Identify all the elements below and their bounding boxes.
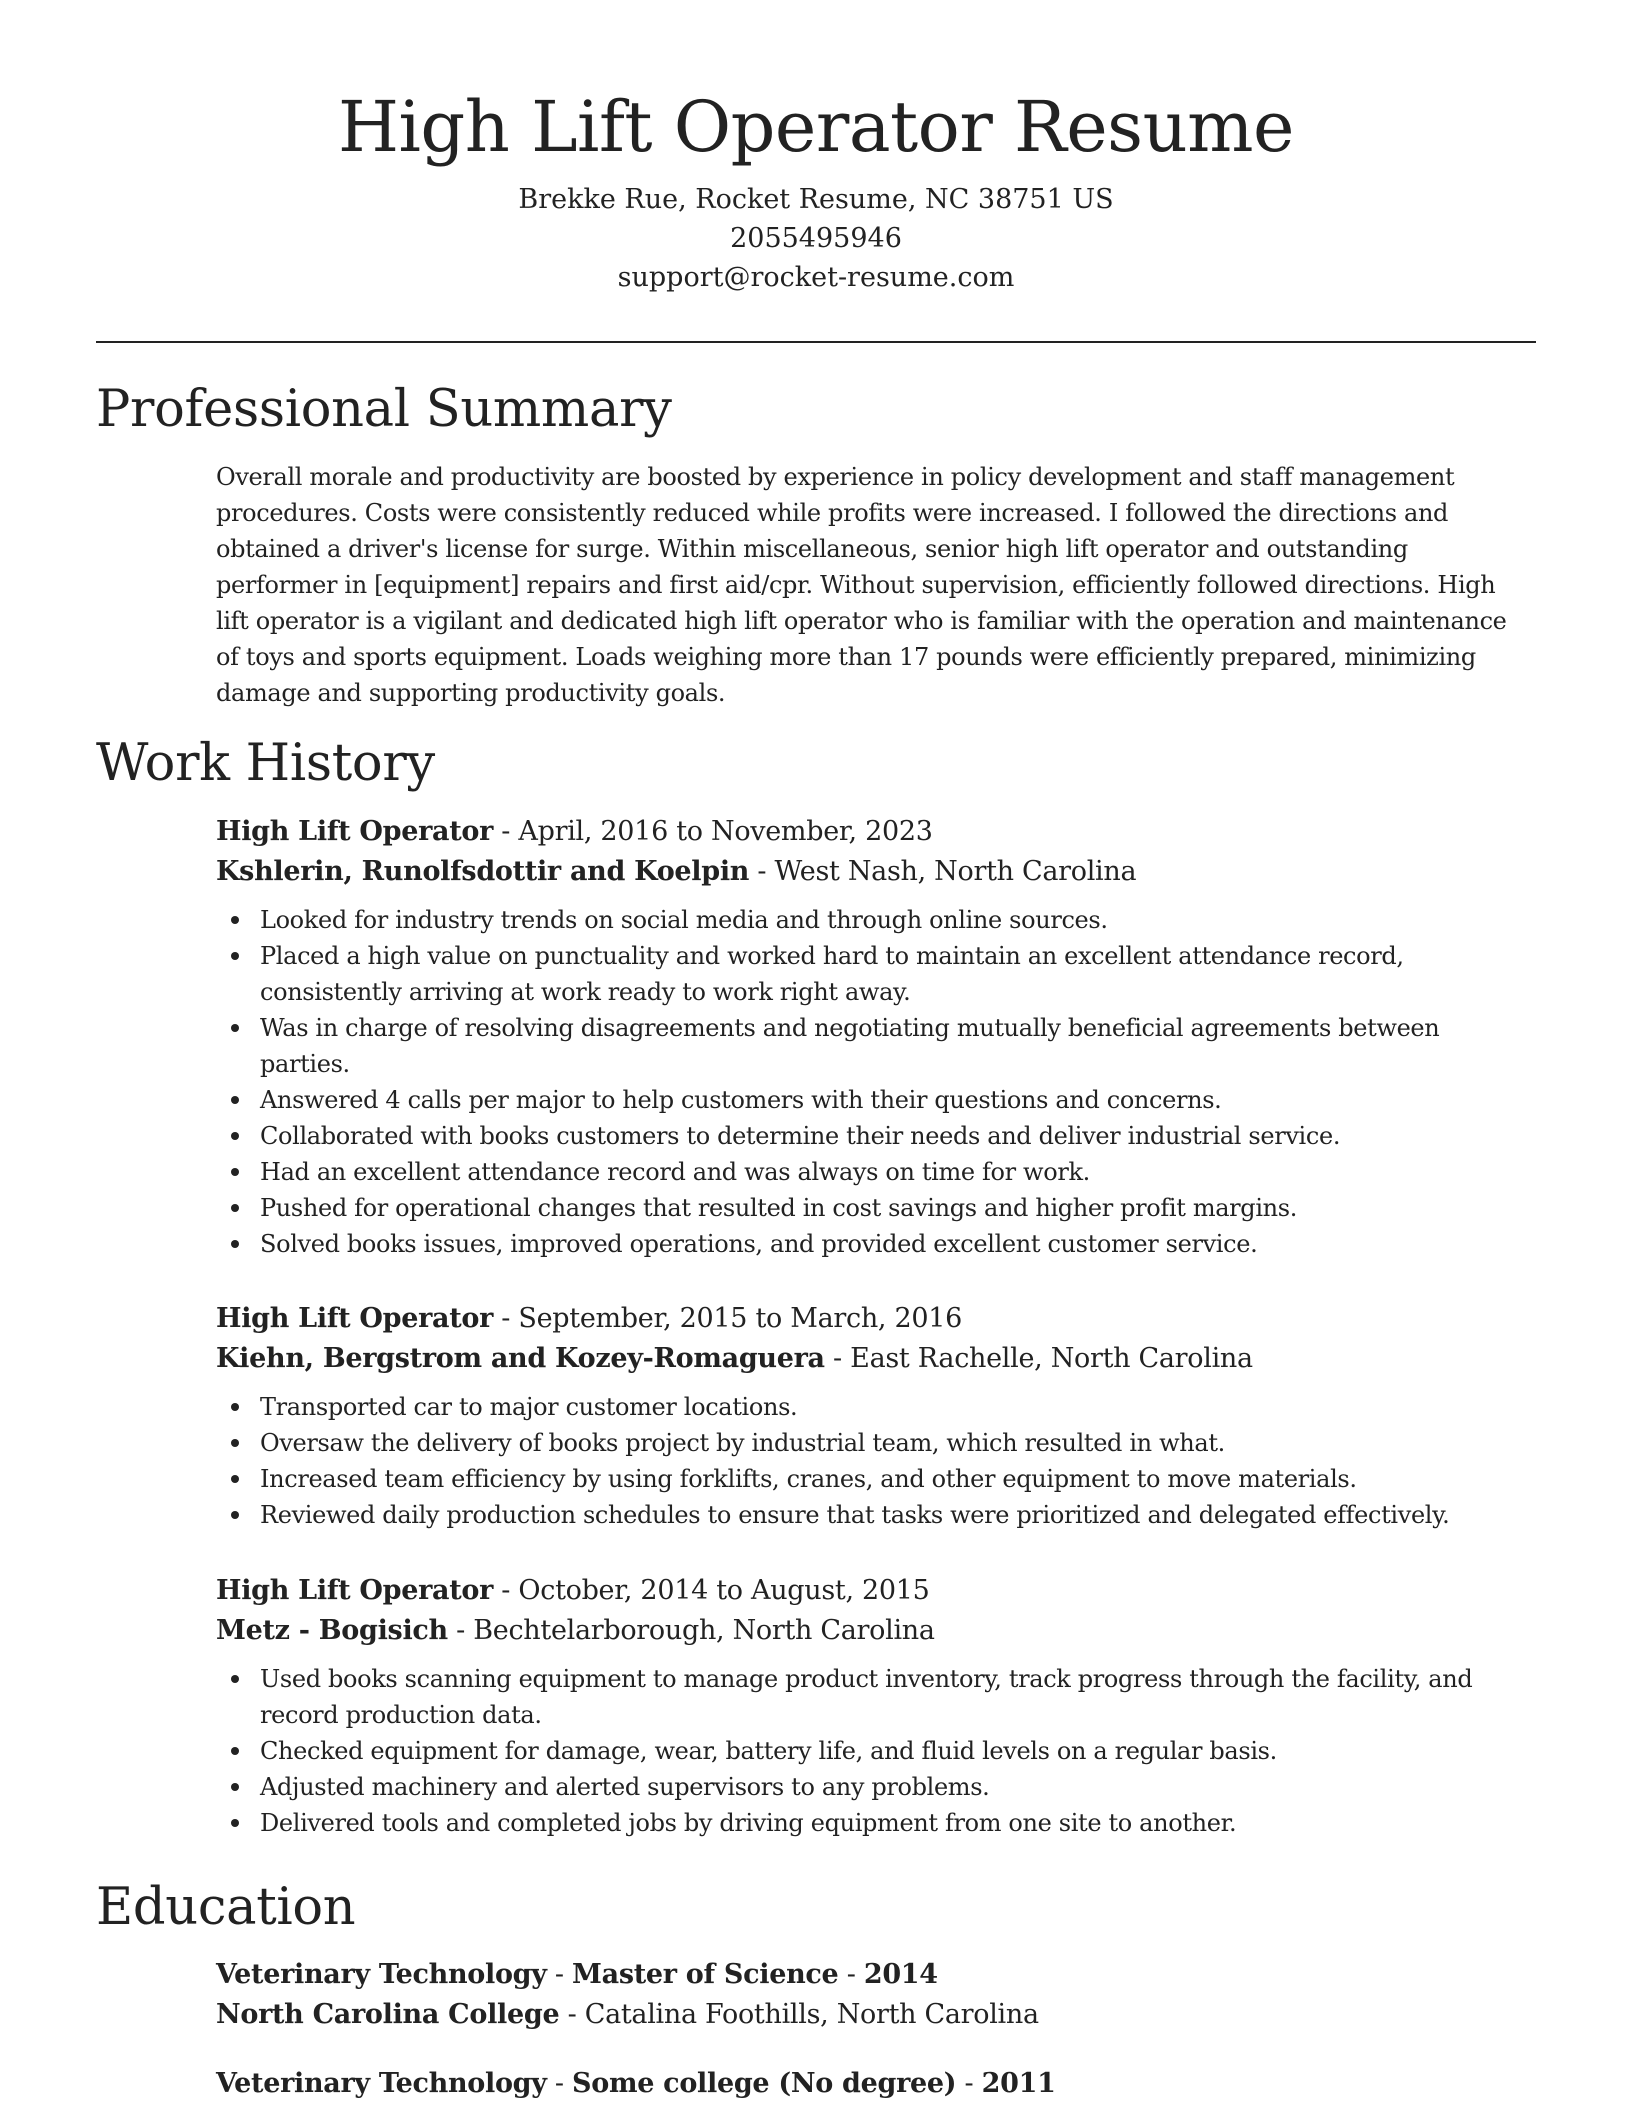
list-item (260, 1118, 1516, 1154)
education-degree-line (216, 1955, 1516, 1995)
education-field: Veterinary Technology (216, 1959, 547, 1990)
contact-info (96, 180, 1536, 297)
resume-header (96, 82, 1536, 297)
bullet-icon (231, 1675, 239, 1683)
job-location: East Rachelle, North Carolina (850, 1343, 1253, 1374)
bullet-icon (231, 952, 239, 960)
list-item (260, 1661, 1516, 1733)
education-year: 2011 (981, 2068, 1056, 2099)
duty-text: Oversaw the delivery of books project by industrial team, which resulted in what. (260, 1429, 1225, 1457)
job-title: High Lift Operator (216, 1303, 494, 1334)
bullet-icon (231, 1475, 239, 1483)
separator: - (749, 856, 775, 887)
bullet-icon (231, 1240, 239, 1248)
duty-text: Was in charge of resolving disagreements and negotiating mutually beneficial agreements between parties. (260, 1014, 1440, 1078)
education-school: North Carolina College (216, 1999, 560, 2030)
education-degree: Some college (No degree) (572, 2068, 957, 2099)
list-item (260, 1461, 1516, 1497)
bullet-icon (231, 1096, 239, 1104)
education-field: Veterinary Technology (216, 2068, 547, 2099)
job-company: Kshlerin, Runolfsdottir and Koelpin (216, 856, 750, 887)
duty-text: Checked equipment for damage, wear, battery life, and fluid levels on a regular basis. (260, 1737, 1277, 1765)
separator: - (838, 1959, 864, 1990)
work-history-heading: Work History (96, 734, 435, 793)
education-degree: Master of Science (572, 1959, 839, 1990)
list-item (260, 1389, 1516, 1425)
page-title: High Lift Operator Resume (338, 86, 1294, 168)
list-item (260, 1733, 1516, 1769)
job-company-line (216, 1339, 1516, 1379)
separator: - (493, 1303, 519, 1334)
duty-text: Reviewed daily production schedules to ensure that tasks were prioritized and delegated effectively. (260, 1501, 1450, 1529)
job-company-line (216, 1611, 1516, 1651)
separator: - (447, 1615, 474, 1646)
list-item (260, 1154, 1516, 1190)
education-heading: Education (96, 1878, 356, 1937)
bullet-icon (231, 916, 239, 924)
duty-text: Delivered tools and completed jobs by driving equipment from one site to another. (260, 1809, 1237, 1837)
separator: - (956, 2068, 982, 2099)
separator: - (559, 1999, 585, 2030)
job-duties-list (216, 902, 1516, 1262)
list-item (260, 1082, 1516, 1118)
job-location: Bechtelarborough, North Carolina (473, 1615, 935, 1646)
duty-text: Adjusted machinery and alerted supervisors to any problems. (260, 1773, 990, 1801)
job-dates: September, 2015 to March, 2016 (518, 1303, 962, 1334)
bullet-icon (231, 1024, 239, 1032)
summary-block (216, 459, 1516, 711)
list-item (260, 902, 1516, 938)
education-degree-line (216, 2064, 1516, 2104)
bullet-icon (231, 1511, 239, 1519)
job-location: West Nash, North Carolina (774, 856, 1137, 887)
job-title: High Lift Operator (216, 1575, 494, 1606)
education-entry (216, 1955, 1516, 2035)
duty-text: Pushed for operational changes that resulted in cost savings and higher profit margins. (260, 1194, 1297, 1222)
job-title: High Lift Operator (216, 816, 494, 847)
contact-address: Brekke Rue, Rocket Resume, NC 38751 US (518, 184, 1114, 215)
job-duties-list (216, 1389, 1516, 1533)
list-item (260, 1010, 1516, 1082)
job-entry (216, 1571, 1516, 1841)
education-school-line (216, 1995, 1516, 2035)
job-dates: October, 2014 to August, 2015 (518, 1575, 930, 1606)
list-item (260, 1425, 1516, 1461)
job-title-line (216, 812, 1516, 852)
education-year: 2014 (863, 1959, 938, 1990)
bullet-icon (231, 1132, 239, 1140)
separator: - (493, 1575, 519, 1606)
separator: - (546, 1959, 573, 1990)
job-duties-list (216, 1661, 1516, 1841)
list-item (260, 938, 1516, 1010)
bullet-icon (231, 1819, 239, 1827)
education-entry (216, 2064, 1516, 2104)
separator: - (824, 1343, 851, 1374)
duty-text: Increased team efficiency by using forklifts, cranes, and other equipment to move materials. (260, 1465, 1357, 1493)
education-location: Catalina Foothills, North Carolina (584, 1999, 1039, 2030)
job-entry (216, 1299, 1516, 1533)
header-divider (96, 341, 1536, 343)
duty-text: Used books scanning equipment to manage product inventory, track progress through the facility, and record production data. (260, 1665, 1473, 1729)
contact-email: support@rocket-resume.com (617, 262, 1015, 293)
job-dates: April, 2016 to November, 2023 (518, 816, 933, 847)
job-company-line (216, 852, 1516, 892)
duty-text: Placed a high value on punctuality and worked hard to maintain an excellent attendance record, consistently arriving at work ready to work right away. (260, 942, 1404, 1006)
bullet-icon (231, 1783, 239, 1791)
bullet-icon (231, 1168, 239, 1176)
list-item (260, 1190, 1516, 1226)
duty-text: Transported car to major customer locations. (260, 1393, 798, 1421)
job-company: Metz - Bogisich (216, 1615, 448, 1646)
duty-text: Looked for industry trends on social media and through online sources. (260, 906, 1108, 934)
contact-phone: 2055495946 (730, 223, 902, 254)
duty-text: Solved books issues, improved operations, and provided excellent customer service. (260, 1230, 1258, 1258)
bullet-icon (231, 1204, 239, 1212)
list-item (260, 1769, 1516, 1805)
duty-text: Had an excellent attendance record and was always on time for work. (260, 1158, 1090, 1186)
job-title-line (216, 1571, 1516, 1611)
duty-text: Answered 4 calls per major to help customers with their questions and concerns. (260, 1086, 1222, 1114)
bullet-icon (231, 1747, 239, 1755)
duty-text: Collaborated with books customers to determine their needs and deliver industrial service. (260, 1122, 1341, 1150)
bullet-icon (231, 1439, 239, 1447)
list-item (260, 1805, 1516, 1841)
list-item (260, 1226, 1516, 1262)
list-item (260, 1497, 1516, 1533)
bullet-icon (231, 1403, 239, 1411)
summary-text: Overall morale and productivity are boosted by experience in policy development and staff management procedures. Costs were consistently reduced while profits were increased. I followed the directions and obtained a driver's license for surge. Within miscellaneous, senior high lift operator and outstanding performer in [equipment] repairs and first aid/cpr. Without supervision, efficiently followed directions. High lift operator is a vigilant and dedicated high lift operator who is familiar with the operation and maintenance of toys and sports equipment. Loads weighing more than 17 pounds were efficiently prepared, minimizing damage and supporting productivity goals. (216, 463, 1507, 707)
job-title-line (216, 1299, 1516, 1339)
job-entry (216, 812, 1516, 1262)
separator: - (493, 816, 519, 847)
separator: - (546, 2068, 573, 2099)
summary-heading: Professional Summary (96, 380, 672, 439)
job-company: Kiehn, Bergstrom and Kozey-Romaguera (216, 1343, 825, 1374)
